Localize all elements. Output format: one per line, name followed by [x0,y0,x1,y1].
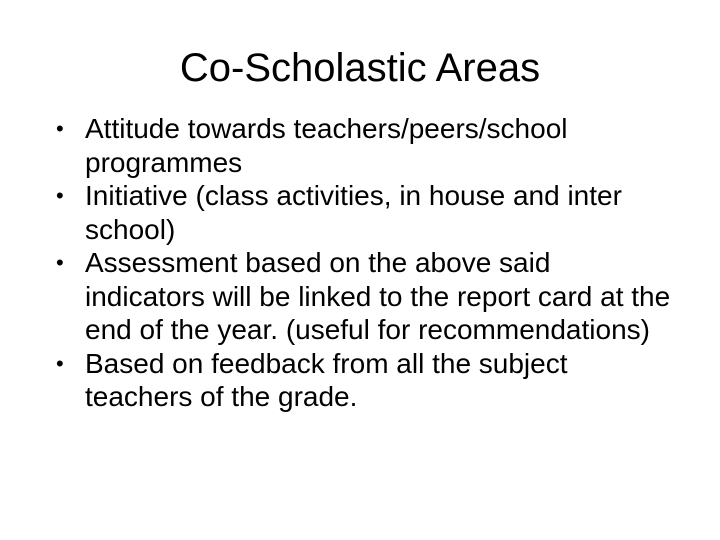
slide-title: Co-Scholastic Areas [179,46,541,90]
bullet-item [54,112,674,179]
bullet-text: Assessment based on the above said indicators will be linked to the report card at the end of the year. (useful for recommendations) [85,247,671,345]
bullet-icon: • [56,350,64,376]
bullet-icon: • [56,250,64,275]
bullet-item [54,347,674,414]
bullet-list [54,112,674,414]
bullet-item [54,246,674,347]
bullet-icon: • [56,183,64,208]
bullet-text: Based on feedback from all the subject teachers of the grade. [85,347,568,412]
bullet-icon: • [56,116,64,141]
bullet-text: Initiative (class activities, in house and inter school) [85,180,622,245]
bullet-text: Attitude towards teachers/peers/school programmes [85,113,568,178]
bullet-item [54,179,674,246]
